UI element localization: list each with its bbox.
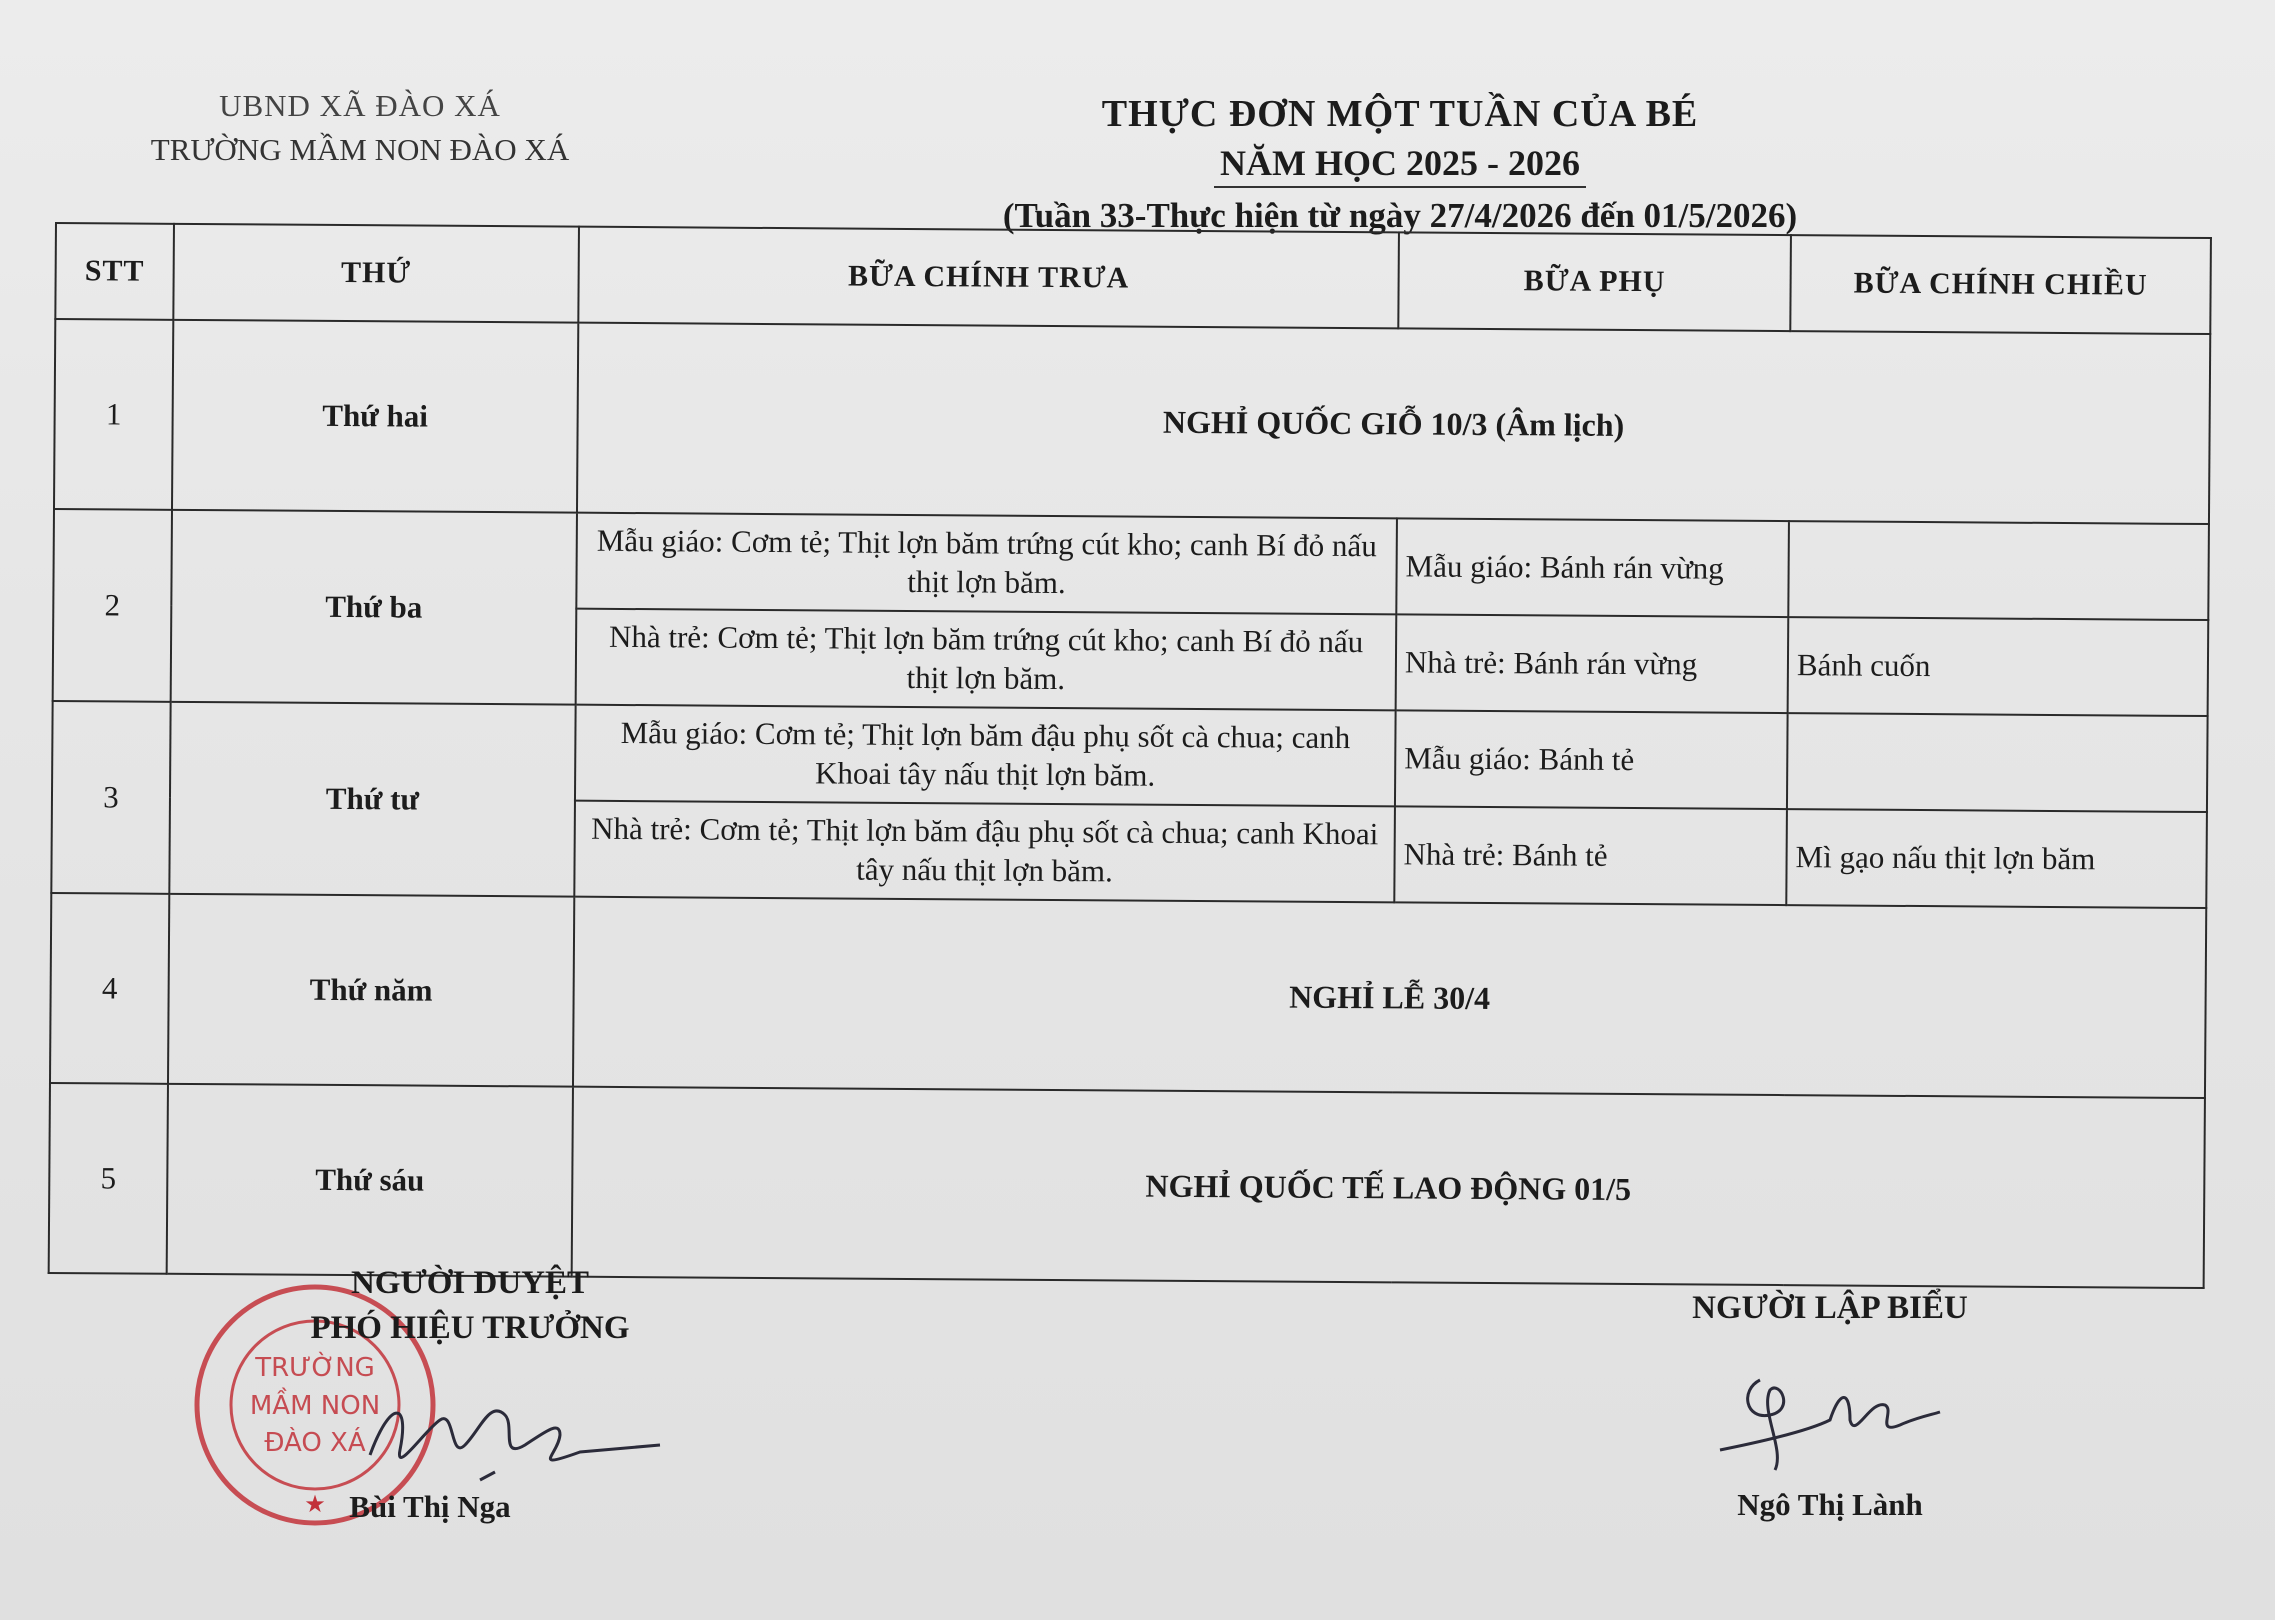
day-cell: Thứ ba — [171, 510, 577, 705]
approver-title: PHÓ HIỆU TRƯỞNG — [310, 1310, 630, 1346]
table-row — [54, 319, 2210, 524]
snack-cell: Mẫu giáo: Bánh tẻ — [1395, 710, 1788, 809]
lunch-cell: Mẫu giáo: Cơm tẻ; Thịt lợn băm đậu phụ sốt cà chua; canh Khoai tây nấu thịt lợn băm. — [575, 705, 1396, 807]
stt-cell: 3 — [51, 701, 170, 894]
org-line-2: TRƯỜNG MẦM NON ĐÀO XÁ — [150, 132, 570, 167]
holiday-note: NGHỈ QUỐC GIỖ 10/3 (Âm lịch) — [577, 323, 2210, 524]
stt-cell: 5 — [49, 1083, 168, 1274]
stt-cell: 1 — [54, 319, 173, 510]
header-stt: STT — [55, 223, 174, 320]
header-lunch: BỮA CHÍNH TRƯA — [578, 227, 1399, 329]
school-year: NĂM HỌC 2025 - 2026 — [1214, 142, 1586, 188]
approver-name: Bùi Thị Nga — [349, 1489, 511, 1524]
weekly-menu-table — [48, 222, 2212, 1289]
org-line-1: UBND XÃ ĐÀO XÁ — [219, 88, 501, 123]
table-row — [53, 509, 2209, 620]
stamp-line-1: TRƯỜNG — [255, 1353, 375, 1383]
header-day: THỨ — [173, 224, 579, 323]
afternoon-cell: Mì gạo nấu thịt lợn băm — [1786, 809, 2207, 908]
author-handwritten-signature — [1700, 1360, 1950, 1490]
day-cell: Thứ tư — [169, 702, 575, 897]
lunch-cell: Mẫu giáo: Cơm tẻ; Thịt lợn băm trứng cút kho; canh Bí đỏ nấu thịt lợn băm. — [576, 513, 1397, 615]
author-name: Ngô Thị Lành — [1737, 1487, 1923, 1522]
snack-cell: Mẫu giáo: Bánh rán vừng — [1396, 518, 1789, 617]
day-cell: Thứ năm — [168, 894, 574, 1087]
stamp-line-3: ĐÀO XÁ — [264, 1428, 366, 1459]
document-title: THỰC ĐƠN MỘT TUẦN CỦA BÉ — [1101, 93, 1699, 135]
approver-handwritten-signature — [330, 1360, 670, 1510]
day-cell: Thứ sáu — [167, 1084, 573, 1277]
snack-cell: Nhà trẻ: Bánh rán vừng — [1396, 614, 1789, 713]
holiday-note: NGHỈ LỄ 30/4 — [573, 897, 2206, 1098]
school-header — [100, 88, 620, 168]
header-afternoon: BỮA CHÍNH CHIỀU — [1790, 235, 2211, 334]
day-cell: Thứ hai — [172, 320, 578, 513]
lunch-cell: Nhà trẻ: Cơm tẻ; Thịt lợn băm trứng cút kho; canh Bí đỏ nấu thịt lợn băm. — [576, 609, 1397, 711]
document-title-block — [900, 92, 1900, 236]
approver-label: NGƯỜI DUYỆT — [350, 1265, 590, 1301]
stamp-line-2: MẦM NON — [249, 1390, 381, 1421]
svg-text:★: ★ — [304, 1490, 326, 1518]
week-range: (Tuần 33-Thực hiện từ ngày 27/4/2026 đến 01/5/2026) — [1002, 196, 1798, 235]
header-snack: BỮA PHỤ — [1398, 232, 1791, 331]
holiday-note: NGHỈ QUỐC TẾ LAO ĐỘNG 01/5 — [572, 1087, 2205, 1288]
stt-cell: 4 — [50, 893, 169, 1084]
table-row — [50, 893, 2206, 1098]
snack-cell: Nhà trẻ: Bánh tẻ — [1394, 806, 1787, 905]
lunch-cell: Nhà trẻ: Cơm tẻ; Thịt lợn băm đậu phụ sốt cà chua; canh Khoai tây nấu thịt lợn băm. — [574, 801, 1395, 903]
table-row — [49, 1083, 2205, 1288]
afternoon-cell: Bánh cuốn — [1788, 617, 2209, 716]
table-row — [52, 701, 2208, 812]
table-header-row — [55, 223, 2211, 334]
afternoon-cell — [1787, 713, 2208, 812]
stt-cell: 2 — [53, 509, 172, 702]
afternoon-cell — [1788, 521, 2209, 620]
author-label: NGƯỜI LẬP BIỂU — [1692, 1290, 1968, 1326]
